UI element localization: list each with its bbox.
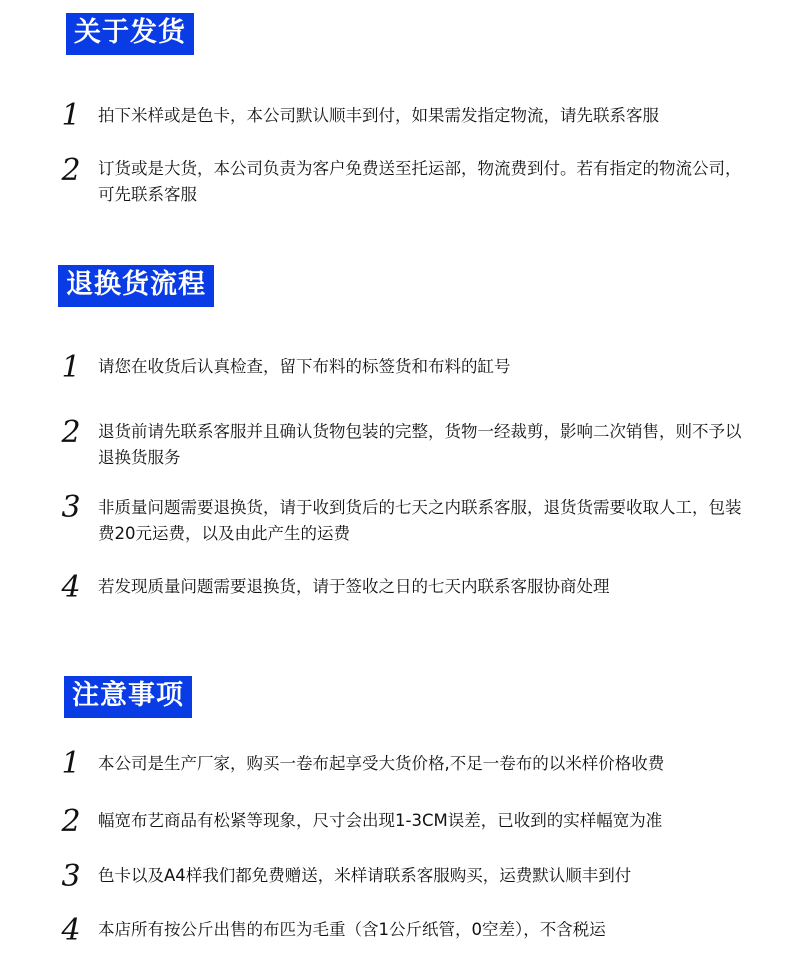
item-number: 4: [61, 913, 81, 948]
item-number: 2: [61, 804, 81, 839]
notes-item-1: 本公司是生产厂家，购买一卷布起享受大货价格,不足一卷布的以米样价格收费: [98, 754, 665, 773]
item-number: 1: [61, 98, 81, 133]
returns-item-3: 非质量问题需要退换货，请于收到货后的七天之内联系客服，退货货需要收取人工，包装费20元运费，以及由此产生的运费: [98, 498, 742, 543]
item-number: 3: [61, 490, 81, 525]
returns-item-1: 请您在收货后认真检查，留下布料的标签货和布料的缸号: [98, 357, 511, 376]
section-heading-notes: 注意事项: [64, 676, 192, 718]
item-number: 1: [61, 350, 81, 385]
section-heading-returns: 退换货流程: [58, 265, 214, 307]
section-heading-shipping: 关于发货: [66, 13, 194, 55]
notes-item-4: 本店所有按公斤出售的布匹为毛重（含1公斤纸管，0空差），不含税运: [98, 920, 606, 939]
item-number: 3: [61, 859, 81, 894]
notes-item-3: 色卡以及A4样我们都免费赠送，米样请联系客服购买，运费默认顺丰到付: [98, 866, 632, 885]
item-number: 4: [61, 570, 81, 605]
shipping-item-2: 订货或是大货，本公司负责为客户免费送至托运部，物流费到付。若有指定的物流公司，可先联系客服: [98, 159, 742, 204]
returns-item-4: 若发现质量问题需要退换货，请于签收之日的七天内联系客服协商处理: [98, 577, 610, 596]
item-number: 2: [61, 415, 81, 450]
item-number: 1: [61, 746, 81, 781]
item-number: 2: [61, 153, 81, 188]
returns-item-2: 退货前请先联系客服并且确认货物包装的完整，货物一经裁剪，影响二次销售，则不予以退换货服务: [98, 422, 742, 467]
notes-item-2: 幅宽布艺商品有松紧等现象，尺寸会出现1-3CM误差，已收到的实样幅宽为准: [98, 811, 663, 830]
shipping-item-1: 拍下米样或是色卡，本公司默认顺丰到付，如果需发指定物流，请先联系客服: [98, 106, 659, 125]
